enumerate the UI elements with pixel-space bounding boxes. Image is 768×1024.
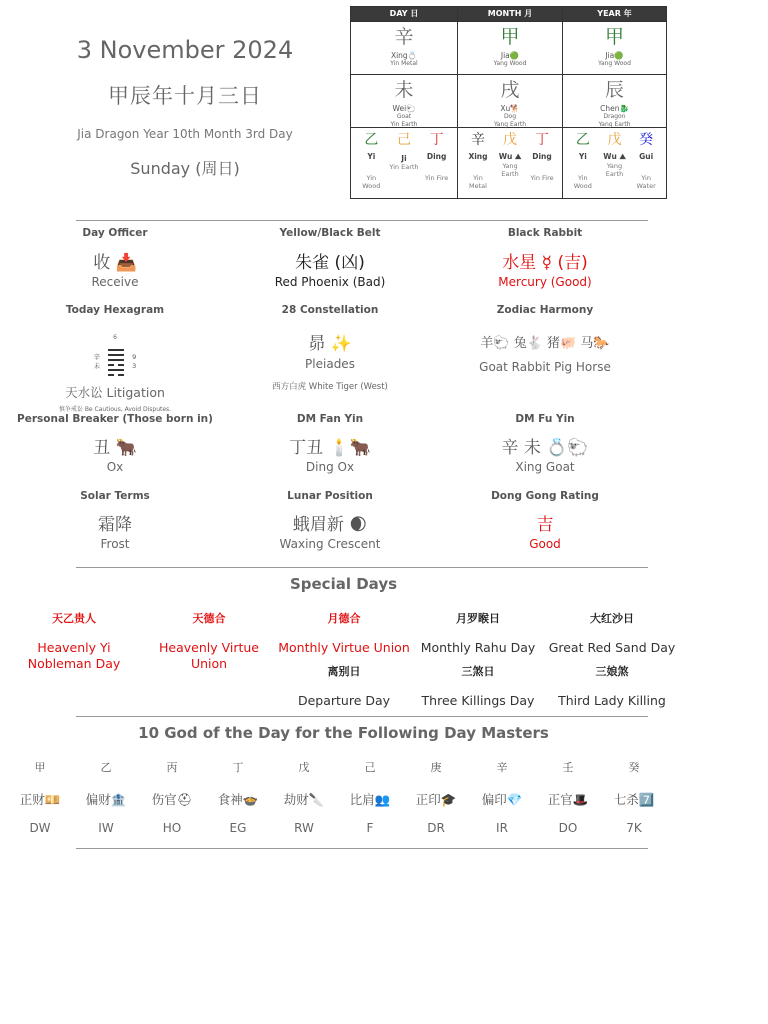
branch-zodiac: Dragon (603, 113, 626, 120)
today-hexagram (20, 304, 210, 413)
stem-char: 辛 (394, 26, 414, 48)
special-day (142, 610, 276, 672)
ten-god (469, 759, 535, 835)
gregorian-date: 3 November 2024 (76, 36, 294, 64)
hidden-stem-char: 己 (396, 132, 411, 148)
day-officer-sub: Receive (91, 275, 139, 289)
stem-char: 甲 (500, 26, 520, 48)
hidden-stem-element: Yin Earth (389, 163, 419, 171)
branch-zodiac: Goat (396, 113, 412, 120)
god-abbr: DW (29, 821, 51, 835)
divider (76, 220, 648, 221)
special-day (276, 610, 412, 656)
lunar-position (235, 490, 425, 551)
belt-value: 朱雀 (凶) (295, 253, 365, 273)
hidden-stem (357, 132, 386, 198)
heavenly-stem-cell (351, 21, 457, 74)
constellation-value: 昴 ✨ (308, 334, 352, 354)
pillar-heading: YEAR 年 (563, 7, 666, 21)
branch-element: Yang Earth (598, 121, 631, 128)
day-officer-value: 收 📥 (93, 253, 137, 273)
special-day-zh: 三煞日 (461, 665, 495, 678)
god-name: 偏印💎 (481, 792, 523, 807)
ten-god (139, 759, 205, 835)
belt-label: Yellow/Black Belt (279, 227, 381, 239)
god-abbr: 7K (626, 821, 642, 835)
hexagram-right (132, 353, 136, 371)
lunar-date-description: Jia Dragon Year 10th Month 3rd Day (77, 127, 293, 141)
god-stem: 甲 (34, 761, 46, 774)
hidden-stem-name: Yi (578, 152, 587, 161)
god-abbr: RW (294, 821, 314, 835)
hidden-stem-name: Gui (639, 152, 654, 161)
solar-terms-sub: Frost (100, 537, 130, 551)
day-officer-label: Day Officer (82, 227, 148, 239)
hidden-stems (563, 127, 666, 198)
special-day-en: Heavenly Virtue Union (158, 640, 259, 671)
lunar-position-value: 蛾眉新 🌒 (292, 515, 368, 535)
ten-god (601, 759, 667, 835)
pillar-heading: DAY 日 (351, 7, 457, 21)
divider (76, 848, 648, 849)
god-stem: 癸 (628, 761, 640, 774)
special-day-en: Great Red Sand Day (548, 640, 676, 655)
stem-element: Yang Wood (598, 60, 631, 67)
special-day-zh: 月德合 (327, 612, 361, 625)
hidden-stem-name: Ding (532, 152, 552, 161)
yellow-black-belt (235, 227, 425, 289)
hidden-stem (496, 132, 525, 198)
divider (76, 716, 648, 717)
date-header (40, 30, 330, 179)
god-name: 偏财🏦 (85, 792, 127, 807)
hidden-stem-char: 乙 (575, 132, 590, 148)
hexagram-lines-icon (108, 349, 124, 376)
hexagram-note: 慎争戒讼 Be Cautious, Avoid Disputes. (58, 406, 172, 413)
solar-terms-label: Solar Terms (80, 490, 150, 502)
black-rabbit-sub: Mercury (Good) (498, 275, 592, 289)
pillar-year (562, 7, 666, 198)
fan-yin-sub: Ding Ox (305, 460, 355, 474)
pillar-heading: MONTH 月 (458, 7, 562, 21)
black-rabbit-value: 水星 ☿ (吉) (502, 253, 588, 273)
special-day-zh: 月罗睺日 (456, 612, 500, 625)
hidden-stem-name: Xing (468, 152, 488, 161)
branch-name: Xu🐕 (500, 104, 520, 113)
dong-gong-value: 吉 (536, 515, 554, 535)
special-day-en: Third Lady Killing (558, 693, 666, 708)
god-abbr: DR (427, 821, 445, 835)
pillar-month (457, 7, 562, 198)
fan-yin-label: DM Fan Yin (296, 413, 364, 425)
branch-name: Chen🐉 (600, 104, 629, 113)
god-name: 劫财🔪 (283, 792, 325, 807)
hidden-stem-element: Yin Wood (362, 174, 381, 190)
hidden-stem-element: Yin Water (636, 174, 656, 190)
hexagram-right-top: 9 (132, 353, 137, 361)
hidden-stem-name: Wu ⛰ (498, 152, 522, 161)
solar-terms (20, 490, 210, 551)
god-abbr: DO (558, 821, 578, 835)
hidden-stem-char: 戊 (607, 132, 622, 148)
god-abbr: HO (162, 821, 182, 835)
special-day (545, 663, 679, 709)
hidden-stems (458, 127, 562, 198)
god-stem: 己 (364, 761, 376, 774)
branch-char: 辰 (604, 79, 624, 101)
hidden-stem-element: Yin Fire (424, 174, 449, 182)
earthly-branch-cell (458, 74, 562, 127)
constellation-sub: Pleiades (305, 357, 355, 371)
hidden-stem (600, 132, 629, 198)
ten-god (271, 759, 337, 835)
hexagram-right-bottom: 3 (132, 362, 137, 370)
special-day-zh: 三娘煞 (595, 665, 629, 678)
god-abbr: IR (496, 821, 508, 835)
ten-god (337, 759, 403, 835)
hidden-stem (422, 132, 451, 198)
ten-god (535, 759, 601, 835)
black-rabbit-label: Black Rabbit (507, 227, 583, 239)
branch-char: 未 (394, 79, 414, 101)
constellation (235, 304, 425, 392)
hidden-stem-char: 辛 (470, 132, 485, 148)
ten-god (403, 759, 469, 835)
hidden-stem-name: Ji (401, 154, 407, 163)
special-day-en: Heavenly Yi Nobleman Day (27, 640, 121, 671)
hidden-stem-element: Yang Earth (501, 162, 519, 178)
divider (76, 567, 648, 568)
god-abbr: IW (98, 821, 114, 835)
hidden-stem (389, 132, 418, 198)
day-officer (20, 227, 210, 289)
god-name: 正印🎓 (415, 792, 457, 807)
ten-god (7, 759, 73, 835)
constellation-note: 西方白虎 White Tiger (West) (272, 382, 388, 392)
hidden-stem-element: Yang Earth (605, 162, 624, 178)
special-day (411, 663, 545, 709)
hidden-stems (351, 127, 457, 198)
hidden-stem-element: Yin Wood (573, 174, 592, 190)
special-day-zh: 大红沙日 (590, 612, 634, 625)
stem-name: Xing💍 (390, 51, 418, 60)
hidden-stem-name: Ding (426, 152, 447, 161)
hidden-stem-element: Yin Metal (469, 174, 487, 190)
hexagram-left (94, 353, 101, 371)
stem-name: Jia🟢 (500, 51, 520, 60)
fu-yin-label: DM Fu Yin (515, 413, 575, 425)
special-day-en: Monthly Virtue Union (278, 640, 410, 655)
special-day-en: Departure Day (297, 693, 391, 708)
hexagram-left-bottom: 未 (93, 362, 101, 370)
zodiac-harmony-sub: Goat Rabbit Pig Horse (479, 360, 611, 374)
special-day (411, 610, 545, 656)
solar-terms-value: 霜降 (98, 515, 132, 535)
personal-breaker-value: 丑 🐂 (93, 438, 137, 458)
lunar-position-label: Lunar Position (287, 490, 373, 502)
special-day (7, 610, 141, 672)
fu-yin-value: 辛 未 💍🐑 (501, 438, 589, 458)
hexagram-figure (20, 343, 210, 381)
god-stem: 丁 (232, 761, 244, 774)
zodiac-harmony-value: 羊🐑 兔🐇 猪🐖 马🐎 (480, 336, 610, 351)
special-day-en: Three Killings Day (421, 693, 535, 708)
god-abbr: F (366, 821, 374, 835)
hidden-stem (632, 132, 661, 198)
hexagram-label: Today Hexagram (65, 304, 165, 316)
weekday: Sunday (周日) (130, 159, 240, 178)
branch-element: Yang Earth (493, 121, 527, 128)
special-day-zh: 天德合 (192, 612, 226, 625)
hidden-stem-name: Wu ⛰ (603, 152, 626, 161)
hidden-stem-char: 乙 (364, 132, 379, 148)
hidden-stem-char: 戊 (502, 132, 517, 148)
branch-name: Wei🐑 (392, 104, 416, 113)
stem-name: Jia🟢 (605, 51, 624, 60)
god-stem: 庚 (430, 761, 442, 774)
god-stem: 戊 (298, 761, 310, 774)
zodiac-harmony (450, 304, 640, 374)
pillars-table (350, 6, 667, 199)
zodiac-harmony-label: Zodiac Harmony (496, 304, 594, 316)
god-name: 正财💴 (19, 792, 61, 807)
hidden-stem-name: Yi (367, 152, 376, 161)
hidden-stem-char: 丁 (534, 132, 549, 148)
dong-gong-sub: Good (529, 537, 561, 551)
branch-zodiac: Dog (503, 113, 517, 120)
constellation-label: 28 Constellation (281, 304, 379, 316)
hidden-stem-char: 癸 (639, 132, 654, 148)
fan-yin-value: 丁丑 🕯️🐂 (289, 438, 371, 458)
god-stem: 丙 (166, 761, 178, 774)
stem-element: Yang Wood (493, 60, 527, 67)
branch-char: 戌 (500, 79, 520, 101)
god-abbr: EG (229, 821, 247, 835)
god-stem: 壬 (562, 761, 574, 774)
dong-gong-label: Dong Gong Rating (491, 490, 599, 502)
hidden-stem (569, 132, 598, 198)
hexagram-top-number: 6 (113, 334, 117, 341)
god-name: 比肩👥 (349, 792, 391, 807)
special-day-zh: 天乙贵人 (52, 612, 96, 625)
god-name: 伤官⛑ (151, 792, 193, 807)
dm-fan-yin (235, 413, 425, 474)
earthly-branch-cell (351, 74, 457, 127)
belt-sub: Red Phoenix (Bad) (274, 275, 386, 289)
hidden-stem (528, 132, 557, 198)
stem-char: 甲 (604, 26, 624, 48)
heavenly-stem-cell (458, 21, 562, 74)
lunar-position-sub: Waxing Crescent (279, 537, 381, 551)
god-stem: 辛 (496, 761, 508, 774)
personal-breaker (0, 413, 230, 474)
special-day (276, 663, 412, 709)
god-stem: 乙 (100, 761, 112, 774)
ten-gods-title: 10 God of the Day for the Following Day Masters (138, 724, 549, 742)
heavenly-stem-cell (563, 21, 666, 74)
earthly-branch-cell (563, 74, 666, 127)
black-rabbit (450, 227, 640, 289)
branch-element: Yin Earth (390, 121, 418, 128)
hidden-stem-element: Yin Fire (530, 174, 554, 182)
hexagram-left-top: 辛 (93, 353, 101, 361)
lunar-date: 甲辰年十月三日 (108, 84, 262, 108)
ten-god (73, 759, 139, 835)
special-days-title: Special Days (289, 575, 398, 593)
stem-element: Yin Metal (390, 60, 418, 67)
god-name: 七杀7️⃣ (613, 792, 655, 807)
hidden-stem-char: 丁 (429, 132, 444, 148)
dm-fu-yin (450, 413, 640, 474)
hexagram-value: 天水讼 Litigation (65, 385, 165, 400)
god-name: 正官🎩 (547, 792, 589, 807)
dong-gong-rating (450, 490, 640, 551)
special-day-zh: 离别日 (327, 665, 361, 678)
personal-breaker-label: Personal Breaker (Those born in) (17, 413, 213, 425)
fu-yin-sub: Xing Goat (515, 460, 575, 474)
personal-breaker-sub: Ox (106, 460, 124, 474)
special-day (545, 610, 679, 656)
hidden-stem (464, 132, 493, 198)
ten-god (205, 759, 271, 835)
special-day-en: Monthly Rahu Day (420, 640, 536, 655)
god-name: 食神🍲 (217, 792, 259, 807)
pillar-day (351, 7, 457, 198)
